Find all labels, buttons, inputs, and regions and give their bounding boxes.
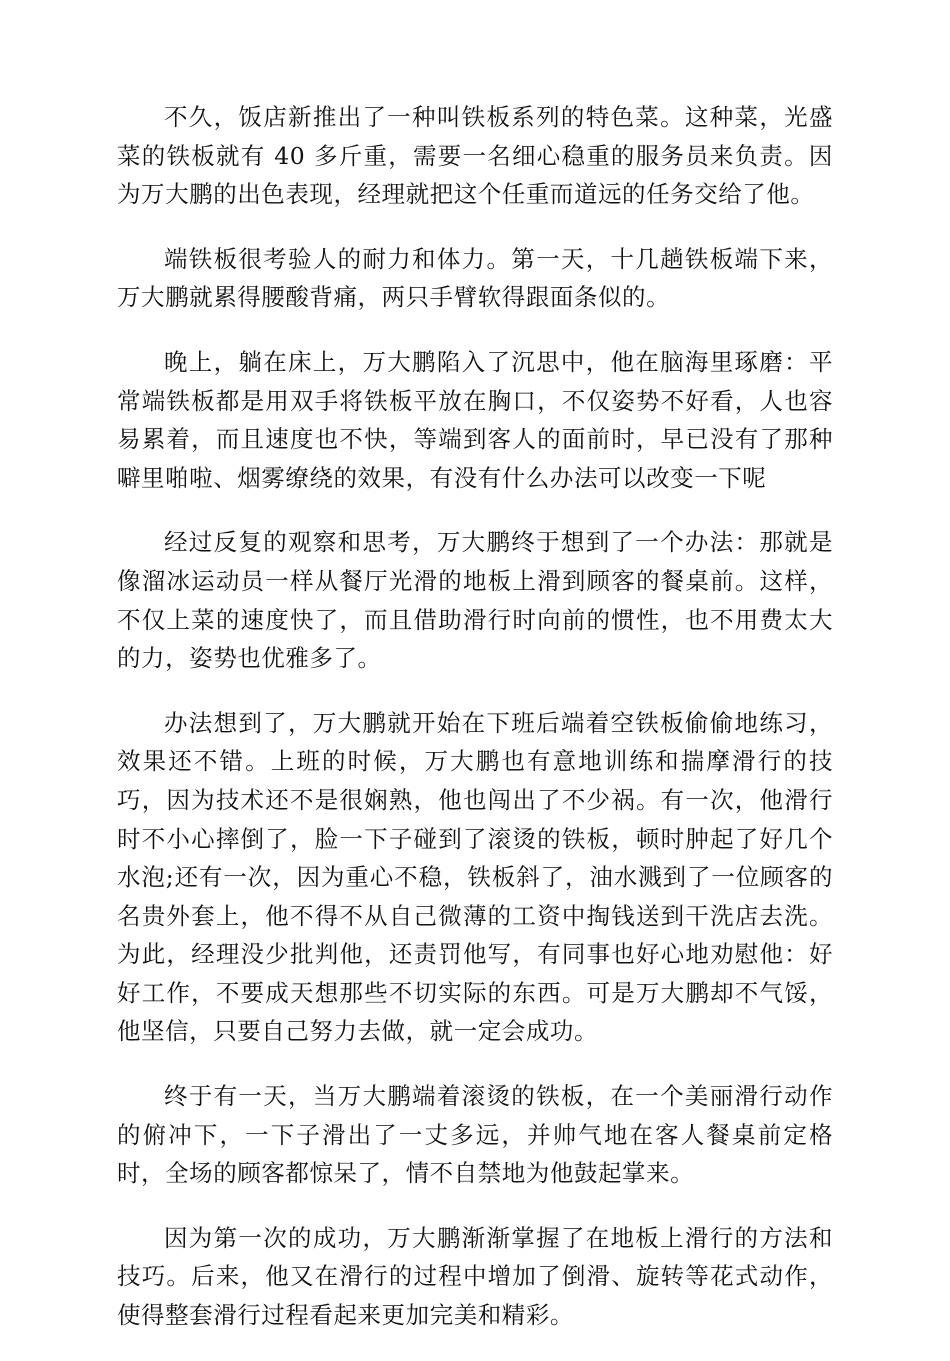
document-page (117, 98, 833, 1361)
paragraph-2: 端铁板很考验人的耐力和体力。第一天，十几趟铁板端下来，万大鹏就累得腰酸背痛，两只手臂软得跟面条似的。 (117, 244, 833, 312)
paragraph-5: 办法想到了，万大鹏就开始在下班后端着空铁板偷偷地练习，效果还不错。上班的时候，万大鹏也有意地训练和揣摩滑行的技巧，因为技术还不是很娴熟，他也闯出了不少祸。有一次，他滑行时不小心摔倒了，脸一下子碰到了滚烫的铁板，顿时肿起了好几个水泡;还有一次，因为重心不稳，铁板斜了，油水溅到了一位顾客的名贵外套上，他不得不从自己微薄的工资中掏钱送到干洗店去洗。为此，经理没少批判他，还责罚他写，有同事也好心地劝慰他：好好工作，不要成天想那些不切实际的东西。可是万大鹏却不气馁，他坚信，只要自己努力去做，就一定会成功。 (117, 708, 833, 1046)
paragraph-6: 终于有一天，当万大鹏端着滚烫的铁板，在一个美丽滑行动作的俯冲下，一下子滑出了一丈多远，并帅气地在客人餐桌前定格时，全场的顾客都惊呆了，情不自禁地为他鼓起掌来。 (117, 1082, 833, 1188)
paragraph-7: 因为第一次的成功，万大鹏渐渐掌握了在地板上滑行的方法和技巧。后来，他又在滑行的过程中增加了倒滑、旋转等花式动作，使得整套滑行过程看起来更加完美和精彩。 (117, 1223, 833, 1330)
paragraph-3: 晚上，躺在床上，万大鹏陷入了沉思中，他在脑海里琢磨：平常端铁板都是用双手将铁板平放在胸口，不仅姿势不好看，人也容易累着，而且速度也不快，等端到客人的面前时，早已没有了那种噼里啪啦、烟雾缭绕的效果，有没有什么办法可以改变一下呢 (117, 347, 833, 492)
paragraph-4: 经过反复的观察和思考，万大鹏终于想到了一个办法：那就是像溜冰运动员一样从餐厅光滑的地板上滑到顾客的餐桌前。这样，不仅上菜的速度快了，而且借助滑行时向前的惯性，也不用费太大的力，姿势也优雅多了。 (117, 528, 833, 673)
paragraph-1: 不久，饭店新推出了一种叫铁板系列的特色菜。这种菜，光盛菜的铁板就有 40 多斤重，需要一名细心稳重的服务员来负责。因为万大鹏的出色表现，经理就把这个任重而道远的任务交给了他。 (117, 103, 833, 209)
